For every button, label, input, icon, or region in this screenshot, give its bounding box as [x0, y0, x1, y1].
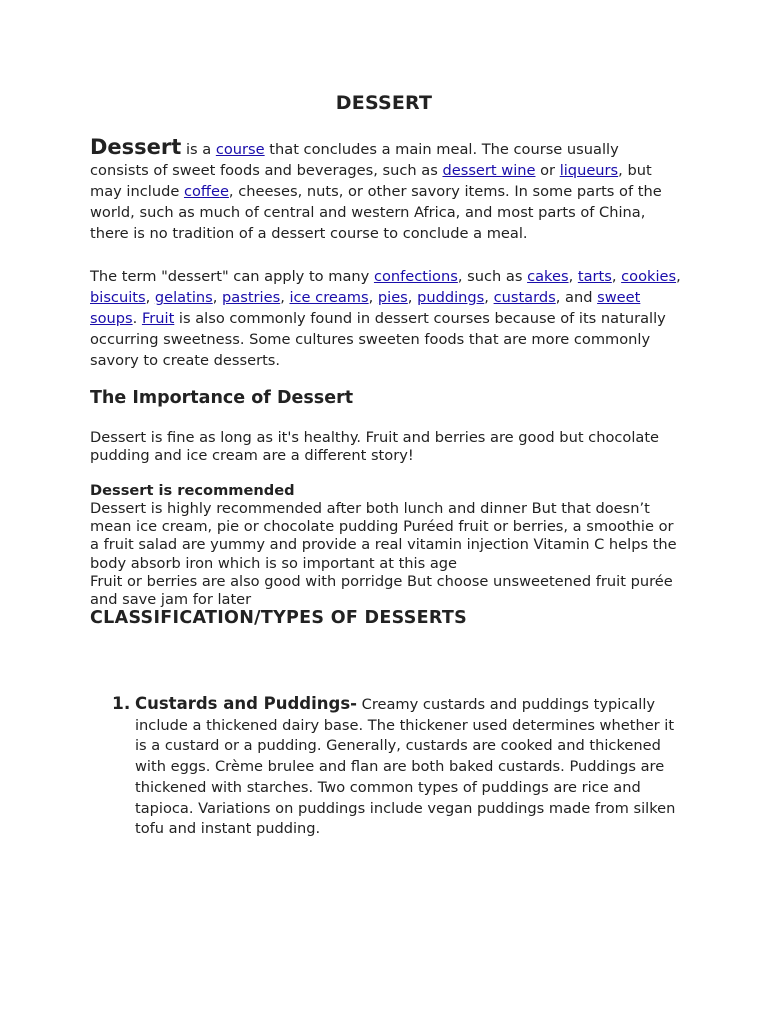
- link-fruit[interactable]: Fruit: [141, 310, 175, 327]
- intro-text: , cheeses, nuts, or other savory items. In some parts of the world, such as much of central and western Africa, and most parts of China, there is no tradition of a dessert course to conclude a meal.: [90, 183, 662, 242]
- link-confections[interactable]: confections: [373, 268, 458, 285]
- term-separator: ,: [212, 289, 223, 306]
- term-text: , such as: [457, 268, 528, 285]
- term-paragraph: [90, 266, 682, 371]
- intro-lead-word: Dessert: [90, 135, 182, 159]
- link-cookies[interactable]: cookies: [621, 268, 677, 285]
- link-ice-creams[interactable]: ice creams: [289, 289, 369, 306]
- recommended-text: Dessert is highly recommended after both lunch and dinner But that doesn’t mean ice cream, pie or chocolate pudding Puréed fruit or berries, a smoothie or a fruit salad are yummy and provide a real vitamin injection Vitamin C helps the body absorb iron which is so important at this age: [90, 500, 677, 572]
- link-biscuits[interactable]: biscuits: [90, 289, 146, 306]
- classification-heading: CLASSIFICATION/TYPES OF DESSERTS: [90, 608, 468, 628]
- link-course[interactable]: course: [215, 141, 265, 158]
- link-custards[interactable]: custards: [493, 289, 556, 306]
- list-item-body: [135, 694, 680, 840]
- list-item-number: 1.: [112, 694, 131, 714]
- link-gelatins[interactable]: gelatins: [154, 289, 213, 306]
- intro-text: , but may include: [90, 162, 652, 200]
- intro-text: that concludes a main meal. The course usually consists of sweet foods and beverages, such as: [90, 141, 619, 179]
- classification-list: [112, 694, 682, 840]
- intro-paragraph: [90, 137, 682, 244]
- link-pies[interactable]: pies: [377, 289, 408, 306]
- list-item-text: Creamy custards and puddings typically include a thickened dairy base. The thickener used determines whether it is a custard or a pudding. Generally, custards are cooked and thickened with eggs. Crème brulee and flan are both baked custards. Puddings are thickened with starches. Two common types of puddings are rice and tapioca. Variations on puddings include vegan puddings made from silken tofu and instant pudding.: [135, 696, 676, 838]
- term-separator: ,: [568, 268, 578, 285]
- term-text: is also commonly found in dessert courses because of its naturally occurring sweetness. Some cultures sweeten foods that are more commonly savory to create desserts.: [90, 310, 666, 369]
- term-separator: ,: [368, 289, 378, 306]
- importance-text: Dessert is fine as long as it's healthy. Fruit and berries are good but chocolate pudding and ice cream are a different story!: [90, 429, 660, 465]
- link-puddings[interactable]: puddings: [417, 289, 485, 306]
- recommended-heading: Dessert is recommended: [90, 482, 295, 499]
- link-tarts[interactable]: tarts: [577, 268, 612, 285]
- term-separator: ,: [280, 289, 290, 306]
- intro-text: is a: [181, 141, 216, 158]
- link-dessert-wine[interactable]: dessert wine: [442, 162, 536, 179]
- term-separator: ,: [407, 289, 418, 306]
- importance-heading: The Importance of Dessert: [90, 388, 354, 408]
- link-sweet-soups[interactable]: sweet soups: [90, 289, 641, 327]
- term-text: .: [132, 310, 142, 327]
- term-separator: ,: [484, 289, 494, 306]
- term-text: , and: [555, 289, 598, 306]
- link-liqueurs[interactable]: liqueurs: [559, 162, 619, 179]
- term-separator: ,: [611, 268, 622, 285]
- term-text: The term "dessert" can apply to many: [90, 268, 374, 285]
- link-coffee[interactable]: coffee: [183, 183, 229, 200]
- term-separator: ,: [676, 268, 681, 285]
- intro-text: or: [535, 162, 560, 179]
- link-pastries[interactable]: pastries: [222, 289, 281, 306]
- recommended-text-2: Fruit or berries are also good with porridge But choose unsweetened fruit purée and save jam for later: [90, 573, 673, 609]
- list-item: [112, 694, 682, 840]
- document-title: DESSERT: [335, 92, 433, 114]
- list-item-title: Custards and Puddings-: [135, 694, 357, 713]
- link-cakes[interactable]: cakes: [527, 268, 569, 285]
- term-separator: ,: [145, 289, 155, 306]
